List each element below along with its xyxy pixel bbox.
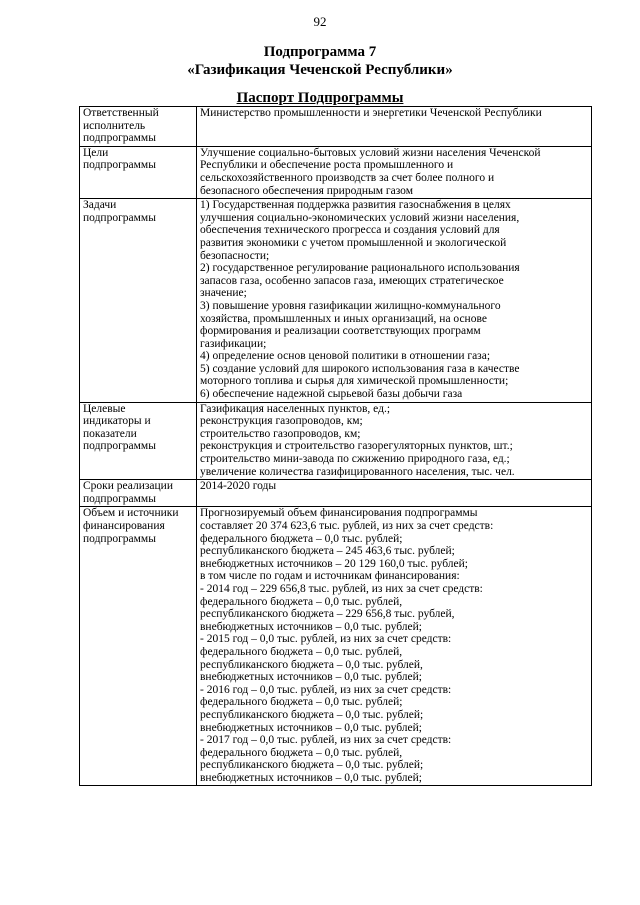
row-content-line: 1) Государственная поддержка развития газоснабжения в целях <box>200 199 511 212</box>
row-content-line: 2014-2020 годы <box>200 480 277 493</box>
row-content-line: - 2015 год – 0,0 тыс. рублей, из них за счет средств: <box>200 633 452 646</box>
row-content-line: республиканского бюджета – 229 656,8 тыс. рублей, <box>200 608 455 621</box>
row-label-line: показатели <box>83 427 137 440</box>
row-content-line: 4) определение основ ценовой политики в отношении газа; <box>200 350 491 363</box>
row-label-cell <box>80 199 197 403</box>
row-content-line: 6) обеспечение надежной сырьевой базы добычи газа <box>200 388 463 401</box>
row-content-line: внебюджетных источников – 0,0 тыс. рублей; <box>200 771 422 784</box>
row-content-line: Прогнозируемый объем финансирования подпрограммы <box>200 507 478 520</box>
row-label-cell <box>80 480 197 507</box>
row-label-line: подпрограммы <box>83 211 156 224</box>
row-content-line: газификации; <box>200 337 267 350</box>
row-content-line: - 2014 год – 229 656,8 тыс. рублей, из них за счет средств: <box>200 582 483 595</box>
row-content-line: федерального бюджета – 0,0 тыс. рублей; <box>200 696 403 709</box>
row-label-line: Объем и источники <box>83 507 179 520</box>
row-content-line: значение; <box>200 287 247 300</box>
table-row <box>80 146 592 198</box>
row-content-line: Министерство промышленности и энергетики Чеченской Республики <box>200 107 542 119</box>
row-content-line: безопасности; <box>200 249 270 262</box>
row-content-line: запасов газа, особенно запасов газа, имеющих стратегическое <box>200 274 504 287</box>
passport-heading: Паспорт Подпрограммы <box>236 90 404 106</box>
row-label-line: индикаторы и <box>83 415 151 428</box>
row-content-line: республиканского бюджета – 0,0 тыс. рублей; <box>200 759 424 772</box>
row-content-line: моторного топлива и сырья для химической промышленности; <box>200 375 509 388</box>
row-label-line: Целевые <box>83 402 126 415</box>
row-content-line: - 2017 год – 0,0 тыс. рублей, из них за счет средств: <box>200 734 452 747</box>
row-content-cell <box>197 107 592 147</box>
row-content-line: в том числе по годам и источникам финансирования: <box>200 570 460 583</box>
row-content-line: федерального бюджета – 0,0 тыс. рублей; <box>200 532 403 545</box>
row-content-line: внебюджетных источников – 0,0 тыс. рублей; <box>200 671 422 684</box>
row-content-line: - 2016 год – 0,0 тыс. рублей, из них за счет средств: <box>200 683 452 696</box>
row-label-line: подпрограммы <box>83 492 156 505</box>
row-content-cell <box>197 480 592 507</box>
table-row <box>80 507 592 786</box>
row-content-line: внебюджетных источников – 0,0 тыс. рублей; <box>200 721 422 734</box>
row-label-cell <box>80 402 197 480</box>
row-content-line: федерального бюджета – 0,0 тыс. рублей, <box>200 595 403 608</box>
page-number: 92 <box>313 14 327 29</box>
row-content-line: 5) создание условий для широкого использования газа в качестве <box>200 362 520 375</box>
row-content-line: внебюджетных источников – 0,0 тыс. рублей; <box>200 620 422 633</box>
table-row <box>80 199 592 403</box>
subprogram-subtitle: «Газификация Чеченской Республики» <box>187 62 453 78</box>
table-row <box>80 402 592 480</box>
row-content-line: развития экономики с учетом промышленной и экологической <box>200 236 507 249</box>
row-label-cell <box>80 507 197 786</box>
subprogram-title: Подпрограмма 7 <box>263 44 377 60</box>
row-label-cell <box>80 146 197 198</box>
row-content-line: реконструкция и строительство газорегуляторных пунктов, шт.; <box>200 440 513 453</box>
row-content-line: федерального бюджета – 0,0 тыс. рублей, <box>200 746 403 759</box>
row-label-line: финансирования <box>83 520 165 532</box>
row-content-line: обеспечения технического прогресса и создания условий для <box>200 224 500 237</box>
row-label-line: Задачи <box>83 199 117 212</box>
row-content-line: республиканского бюджета – 0,0 тыс. рублей; <box>200 708 424 721</box>
table-row <box>80 480 592 507</box>
row-content-cell <box>197 199 592 403</box>
row-content-line: строительство мини-завода по сжижению природного газа, ед.; <box>200 453 510 466</box>
row-content-line: Улучшение социально-бытовых условий жизни населения Чеченской <box>200 146 541 159</box>
row-content-line: реконструкция газопроводов, км; <box>200 415 363 428</box>
table-row <box>80 107 592 147</box>
row-content-line: увеличение количества газифицированного населения, тыс. чел. <box>200 465 515 478</box>
row-content-line: федерального бюджета – 0,0 тыс. рублей, <box>200 645 403 658</box>
row-content-line: безопасного обеспечения природным газом <box>200 184 413 197</box>
row-label-line: Цели <box>83 146 109 159</box>
row-label-line: подпрограммы <box>83 159 156 172</box>
row-content-line: 2) государственное регулирование рационального использования <box>200 262 520 275</box>
row-content-cell <box>197 146 592 198</box>
row-label-line: подпрограммы <box>83 532 156 545</box>
row-content-line: хозяйства, промышленных и иных организаций, на основе <box>200 312 487 325</box>
row-label-line: Сроки реализации <box>83 480 173 493</box>
row-label-line: Ответственный <box>83 107 159 119</box>
row-label-line: подпрограммы <box>83 440 156 453</box>
row-content-line: сельскохозяйственного производств за счет более полного и <box>200 171 495 184</box>
row-content-line: формирования и реализации соответствующих программ <box>200 325 481 338</box>
row-content-line: республиканского бюджета – 245 463,6 тыс. рублей; <box>200 545 455 558</box>
row-content-line: Республики и обеспечение роста промышленного и <box>200 159 454 172</box>
row-content-cell <box>197 402 592 480</box>
row-content-line: внебюджетных источников – 20 129 160,0 тыс. рублей; <box>200 557 468 570</box>
row-content-line: Газификация населенных пунктов, ед.; <box>200 402 391 415</box>
row-content-cell <box>197 507 592 786</box>
passport-table-body <box>80 107 592 786</box>
row-label-cell <box>80 107 197 147</box>
row-content-line: республиканского бюджета – 0,0 тыс. рублей, <box>200 658 423 671</box>
passport-table <box>79 106 592 786</box>
row-content-line: составляет 20 374 623,6 тыс. рублей, из них за счет средств: <box>200 520 494 532</box>
row-content-line: улучшения социально-экономических условий жизни населения, <box>200 211 520 224</box>
row-content-line: 3) повышение уровня газификации жилищно-коммунального <box>200 299 501 312</box>
row-label-line: исполнитель <box>83 119 146 132</box>
row-label-line: подпрограммы <box>83 132 156 145</box>
row-content-line: строительство газопроводов, км; <box>200 427 361 440</box>
